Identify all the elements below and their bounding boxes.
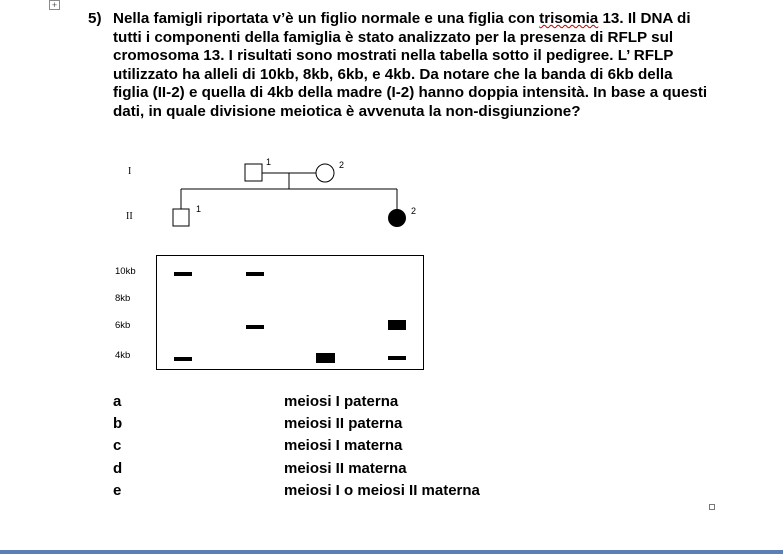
kb-label-10: 10kb (115, 266, 136, 277)
kb-label-4: 4kb (115, 350, 131, 361)
option-text-b: meiosi II paterna (284, 415, 403, 432)
generation-label-ii: II (126, 211, 133, 222)
generation-label-i: I (128, 166, 132, 177)
option-text-a: meiosi I paterna (284, 393, 399, 410)
band-lane3-4kb-double (316, 353, 335, 363)
band-lane1-10kb (174, 272, 192, 276)
band-lane2-10kb (246, 272, 264, 276)
kb-label-8: 8kb (115, 293, 131, 304)
pedigree-father-i1 (245, 164, 262, 181)
option-letter-b: b (113, 415, 123, 432)
pedigree-number-i1: 1 (266, 157, 272, 167)
move-handle-icon[interactable]: + (49, 0, 60, 10)
kb-label-6: 6kb (115, 320, 131, 331)
pedigree-mother-i2 (316, 164, 334, 182)
spellcheck-word[interactable]: trisomia (539, 10, 599, 27)
option-letter-a: a (113, 393, 122, 410)
pedigree-son-ii1 (173, 209, 189, 226)
rflp-gel (156, 255, 424, 370)
option-text-c: meiosi I materna (284, 437, 403, 454)
window-bottom-border (0, 550, 783, 554)
option-letter-c: c (113, 437, 122, 454)
pedigree-number-ii1: 1 (196, 204, 202, 214)
question-text-part2: 13. Il DNA di tutti i componenti della famiglia è stato analizzato per la presenza di RFLP sul cromosoma 13. I risultati sono mostrati nella tabella sotto il pedigree. L’ RFLP utilizzato ha alleli di 10kb, 8kb, 6kb, e 4kb. Da notare che la banda di 6kb della figlia (II-2) e quella di 4kb della madre (I-2) hanno doppia intensità. In base a questi dati, in quale divisione meiotica è avvenuta la non-disgiunzione? (113, 10, 708, 120)
band-lane4-4kb (388, 356, 406, 360)
band-lane2-6kb (246, 325, 264, 329)
option-text-d: meiosi II materna (284, 460, 407, 477)
pedigree-affected-daughter-ii2 (389, 210, 406, 227)
pedigree-number-i2: 2 (339, 160, 345, 170)
resize-handle-icon[interactable] (709, 504, 715, 510)
band-lane1-4kb (174, 357, 192, 361)
question-number: 5) (88, 10, 102, 27)
pedigree-number-ii2: 2 (411, 206, 417, 216)
option-letter-d: d (113, 460, 123, 477)
option-letter-e: e (113, 482, 122, 499)
band-lane4-6kb-double (388, 320, 406, 330)
option-text-e: meiosi I o meiosi II materna (284, 482, 480, 499)
question-text-part1: Nella famigli riportata v’è un figlio normale e una figlia con (113, 10, 540, 27)
